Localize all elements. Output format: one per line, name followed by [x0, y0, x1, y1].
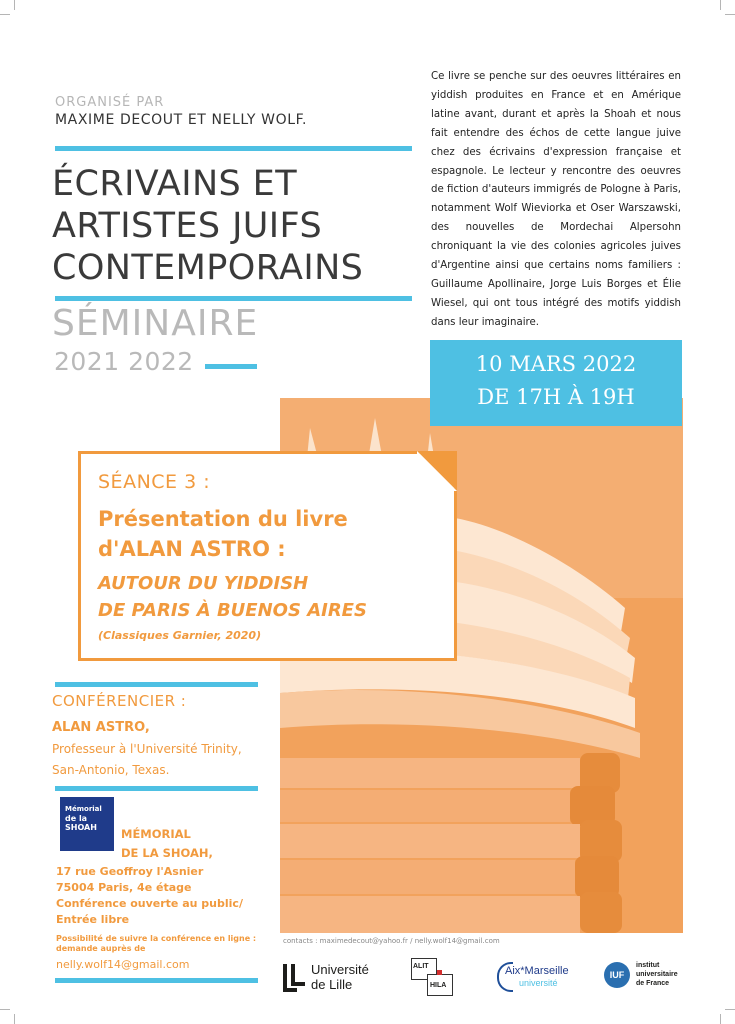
crop-mark [14, 0, 15, 10]
book-publisher: (Classiques Garnier, 2020) [98, 629, 262, 642]
speaker-label: CONFÉRENCIER : [52, 692, 187, 710]
divider-line [55, 146, 412, 151]
contact-email-link[interactable]: nelly.wolf14@gmail.com [56, 958, 190, 971]
book-title: AUTOUR DU YIDDISH [98, 573, 309, 594]
logo-text: Mémorial [65, 805, 102, 813]
logo-text: de France [636, 980, 670, 987]
organiser-names: MAXIME DECOUT ET NELLY WOLF. [55, 112, 308, 128]
lille-mark-icon [283, 964, 305, 992]
alithila-logo [411, 958, 453, 996]
crop-mark [720, 1014, 721, 1024]
session-box [78, 451, 457, 661]
speaker-name: ALAN ASTRO, [52, 720, 150, 735]
venue-name: MÉMORIAL [121, 827, 191, 841]
aix-marseille-logo [497, 962, 581, 994]
crop-mark [14, 1014, 15, 1024]
venue-access: Conférence ouverte au public/ [56, 897, 243, 910]
logo-text: université [519, 978, 558, 988]
title-line: ARTISTES JUIFS [52, 206, 323, 246]
divider-line [55, 786, 258, 791]
logo-text: de Lille [311, 977, 353, 992]
book-description: Ce livre se penche sur des oeuvres littéraires en yiddish produites en France et en Amérique latine avant, durant et après la Shoah et nous fait entendre des échos de cette langue juive chez des écrivains d'expression française et espagnole. Le lecteur y rencontre des oeuvres de fiction d'auteurs immigrés de Pologne à Paris, notamment Wolf Wieviorka et Oser Warszawski, des nouvelles de Mordechai Alpersohn chroniquant la vie des colonies agricoles juives d'Argentine ainsi que certains noms familiers : Guillaume Apollinaire, Jorge Luis Borges et Élie Wiesel, qui ont tous intégré des motifs yiddish dans leur imaginaire. [431, 71, 681, 328]
contacts-line: contacts : maximedecout@yahoo.fr / nelly.wolf14@gmail.com [283, 937, 500, 945]
crop-mark [0, 14, 10, 15]
speaker-role: San-Antonio, Texas. [52, 763, 170, 777]
page-title [52, 163, 412, 289]
seminar-label: SÉMINAIRE [52, 303, 259, 344]
logo-text: Aix*Marseille [505, 965, 569, 977]
logo-text: de la SHOAH [65, 814, 97, 832]
logo-text: HILA [430, 982, 447, 989]
divider-line [55, 978, 258, 983]
date-box [430, 340, 682, 426]
speaker-role: Professeur à l'Université Trinity, [52, 742, 242, 756]
memorial-logo [60, 797, 114, 851]
divider-line [205, 364, 257, 369]
logo-text: Université [311, 962, 369, 977]
iuf-mark-icon [604, 962, 630, 988]
venue-address: 75004 Paris, 4e étage [56, 881, 192, 894]
divider-line [55, 296, 412, 301]
session-title: d'ALAN ASTRO : [98, 537, 286, 561]
event-date: 10 MARS 2022 [475, 352, 637, 376]
event-time: DE 17H À 19H [477, 385, 635, 409]
online-note: Possibilité de suivre la conférence en ligne : [56, 934, 257, 943]
title-line: ÉCRIVAINS ET [52, 164, 297, 204]
online-note: demande auprès de [56, 944, 146, 953]
divider-line [55, 682, 258, 687]
logo-text: ALIT [413, 963, 429, 970]
session-title: Présentation du livre [98, 507, 348, 531]
logo-text: universitaire [636, 971, 678, 978]
session-number: SÉANCE 3 : [98, 471, 211, 493]
book-title: DE PARIS À BUENOS AIRES [98, 600, 367, 621]
crop-mark [725, 1009, 735, 1010]
venue-name: DE LA SHOAH, [121, 846, 213, 860]
logo-text: institut [636, 962, 660, 969]
logo-accent [437, 970, 442, 975]
seminar-years: 2021 2022 [54, 347, 194, 376]
crop-mark [0, 1009, 10, 1010]
venue-access: Entrée libre [56, 913, 130, 926]
folded-corner-icon [417, 451, 457, 491]
iuf-mark-text: IUF [609, 970, 625, 980]
iuf-logo [604, 962, 694, 992]
venue-address: 17 rue Geoffroy l'Asnier [56, 865, 204, 878]
organiser-label: ORGANISÉ PAR [55, 95, 165, 110]
universite-lille-logo [283, 962, 383, 994]
crop-mark [725, 14, 735, 15]
crop-mark [720, 0, 721, 10]
title-line: CONTEMPORAINS [52, 248, 364, 288]
